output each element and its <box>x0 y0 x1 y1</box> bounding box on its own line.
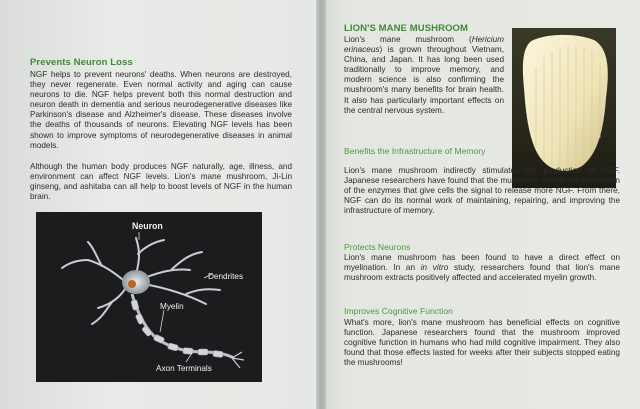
ngf-levels-paragraph: Although the human body produces NGF naturally, age, illness, and environment can affect NGF levels. Lion's mane mushroom, Ji-Lin ginseng, and ashitaba can all help to boost levels of NGF in the human brain. <box>30 162 292 202</box>
axon-shape <box>131 294 244 368</box>
label-dendrites: Dendrites <box>208 272 244 281</box>
label-myelin: Myelin <box>160 302 184 311</box>
benefits-infrastructure-memory-text: Lion's mane mushroom indirectly stimulates the production of NGF. Japanese researchers have found that the mushroom affects the production of the enzymes that give cells the signal to release more NGF. From there, NGF can do its normal work of maintaining, repairing, and improving the infrastructure of memory. <box>344 166 620 216</box>
neuron-diagram <box>36 212 262 382</box>
label-axon-terminals: Axon Terminals <box>156 364 212 373</box>
prevents-neuron-loss-heading: Prevents Neuron Loss <box>30 57 133 68</box>
page-gutter <box>316 0 326 409</box>
cell-body-shape <box>122 270 150 294</box>
protects-neurons-heading: Protects Neurons <box>344 242 411 252</box>
axon-terminals-shape <box>232 352 244 368</box>
lions-mane-intro: Lion's mane mushroom (Hericium erinaceus) is grown throughout Vietnam, China, and Japan. It has long been used traditionally to improve memory, and modern science is also confirming the mushroom's many benefits for brain health. It also has particularly important effects on the central nervous system. <box>344 35 504 115</box>
improves-cognitive-function-heading: Improves Cognitive Function <box>344 306 453 316</box>
mushroom-image <box>512 28 616 188</box>
diagram-title-neuron: Neuron <box>132 221 163 231</box>
nucleus-shape <box>128 280 136 288</box>
improves-cognitive-function-text: What's more, lion's mane mushroom has beneficial effects on cognitive function. Japanese researchers found that the mushroom improved cognitive function in humans who had mild cognitive impairment. They also found that those effects lasted for weeks after their subjects stopped eating the mushrooms! <box>344 318 620 368</box>
neuron-illustration <box>36 212 262 382</box>
protects-neurons-text: Lion's mane mushroom has been found to have a direct effect on myelination. In an in vitro study, researchers found that lion's mane mushroom extracts positively affected and accelerated myelin growth. <box>344 253 620 283</box>
lions-mane-mushroom-photo <box>512 28 616 188</box>
lions-mane-heading: LION'S MANE MUSHROOM <box>344 23 469 34</box>
benefits-infrastructure-memory-heading: Benefits the Infrastructure of Memory <box>344 146 486 156</box>
prevents-neuron-loss-paragraph: NGF helps to prevent neurons' deaths. When neurons are destroyed, they never regenerate. Even normal activity and aging can cause neurons to die. NGF helps prevent both this normal destruction and neuron death in dementia and serious neurodegenerative diseases like Parkinson's disease and Alzheimer's disease. These diseases involve the deaths of thousands of neurons. Elevating NGF levels has been shown to improve symptoms of neurodegenerative diseases in animal models. <box>30 70 292 150</box>
